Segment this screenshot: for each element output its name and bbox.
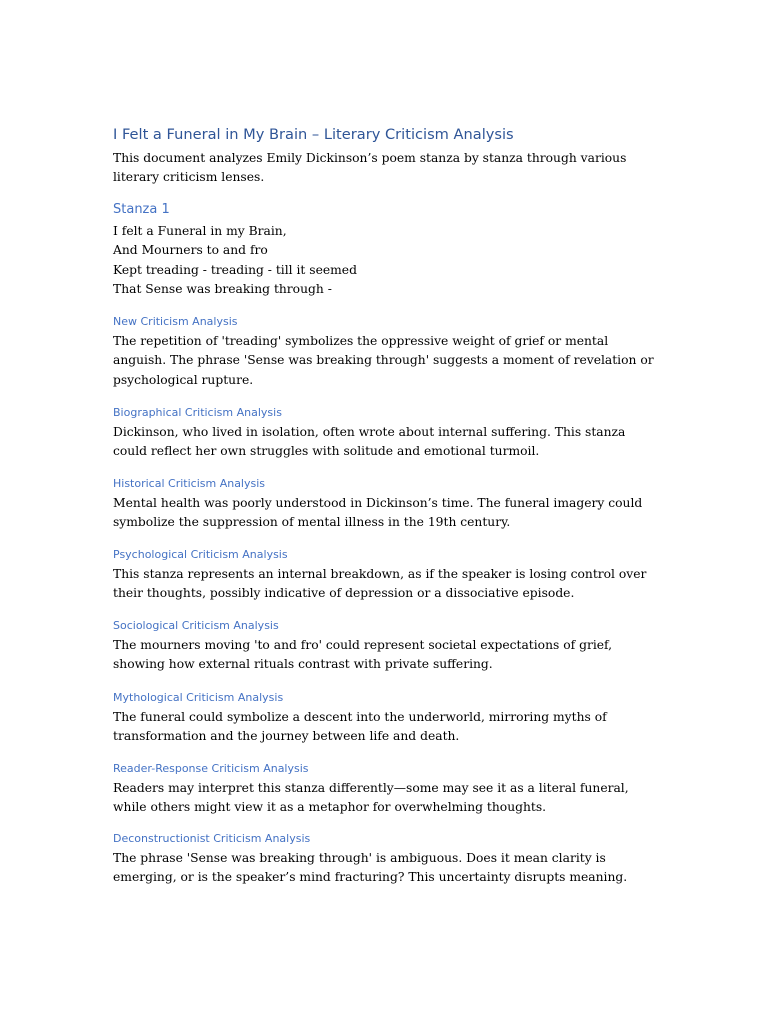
analysis-body: The phrase 'Sense was breaking through' is ambiguous. Does it mean clarity is emerging, or is the speaker’s mind fracturing? This uncertainty disrupts meaning. <box>113 851 628 885</box>
poem-line: And Mourners to and fro <box>113 243 268 258</box>
poem-line: I felt a Funeral in my Brain, <box>113 224 287 238</box>
analysis-heading: Sociological Criticism Analysis <box>113 619 279 632</box>
analysis-mythological-criticism <box>113 690 658 747</box>
analysis-sociological-criticism <box>113 618 658 675</box>
analysis-body: Dickinson, who lived in isolation, often wrote about internal suffering. This stanza could reflect her own struggles with solitude and emotional turmoil. <box>113 425 626 459</box>
analysis-deconstructionist-criticism <box>113 831 658 888</box>
analysis-heading: Historical Criticism Analysis <box>113 477 266 490</box>
analysis-body: The repetition of 'treading' symbolizes the oppressive weight of grief or mental anguish. The phrase 'Sense was breaking through' suggests a moment of revelation or psychological rupture. <box>113 334 654 387</box>
analysis-biographical-criticism <box>113 405 658 462</box>
stanza-poem <box>113 222 357 299</box>
analysis-heading: New Criticism Analysis <box>113 315 238 328</box>
document-title: I Felt a Funeral in My Brain – Literary Criticism Analysis <box>113 126 514 143</box>
analysis-heading: Biographical Criticism Analysis <box>113 406 282 419</box>
analysis-body: Readers may interpret this stanza differently—some may see it as a literal funeral, while others might view it as a metaphor for overwhelming thoughts. <box>113 781 629 815</box>
poem-line: Kept treading - treading - till it seemed <box>113 262 357 277</box>
analysis-new-criticism <box>113 314 658 390</box>
analysis-body: Mental health was poorly understood in Dickinson’s time. The funeral imagery could symbolize the suppression of mental illness in the 19th century. <box>113 496 643 530</box>
analysis-body: The mourners moving 'to and fro' could represent societal expectations of grief, showing how external rituals contrast with private suffering. <box>113 638 613 672</box>
poem-line: That Sense was breaking through - <box>113 281 332 296</box>
stanza-heading: Stanza 1 <box>113 202 170 217</box>
analysis-psychological-criticism <box>113 547 658 604</box>
analysis-body: This stanza represents an internal breakdown, as if the speaker is losing control over their thoughts, possibly indicative of depression or a dissociative episode. <box>113 567 647 601</box>
document-intro: This document analyzes Emily Dickinson’s poem stanza by stanza through various literary criticism lenses. <box>113 151 627 185</box>
analysis-heading: Deconstructionist Criticism Analysis <box>113 832 311 845</box>
analysis-historical-criticism <box>113 476 658 533</box>
analysis-heading: Mythological Criticism Analysis <box>113 691 284 704</box>
analysis-reader-response-criticism <box>113 761 658 818</box>
analysis-heading: Psychological Criticism Analysis <box>113 548 288 561</box>
analysis-body: The funeral could symbolize a descent into the underworld, mirroring myths of transformation and the journey between life and death. <box>113 710 607 744</box>
analysis-heading: Reader-Response Criticism Analysis <box>113 762 309 775</box>
